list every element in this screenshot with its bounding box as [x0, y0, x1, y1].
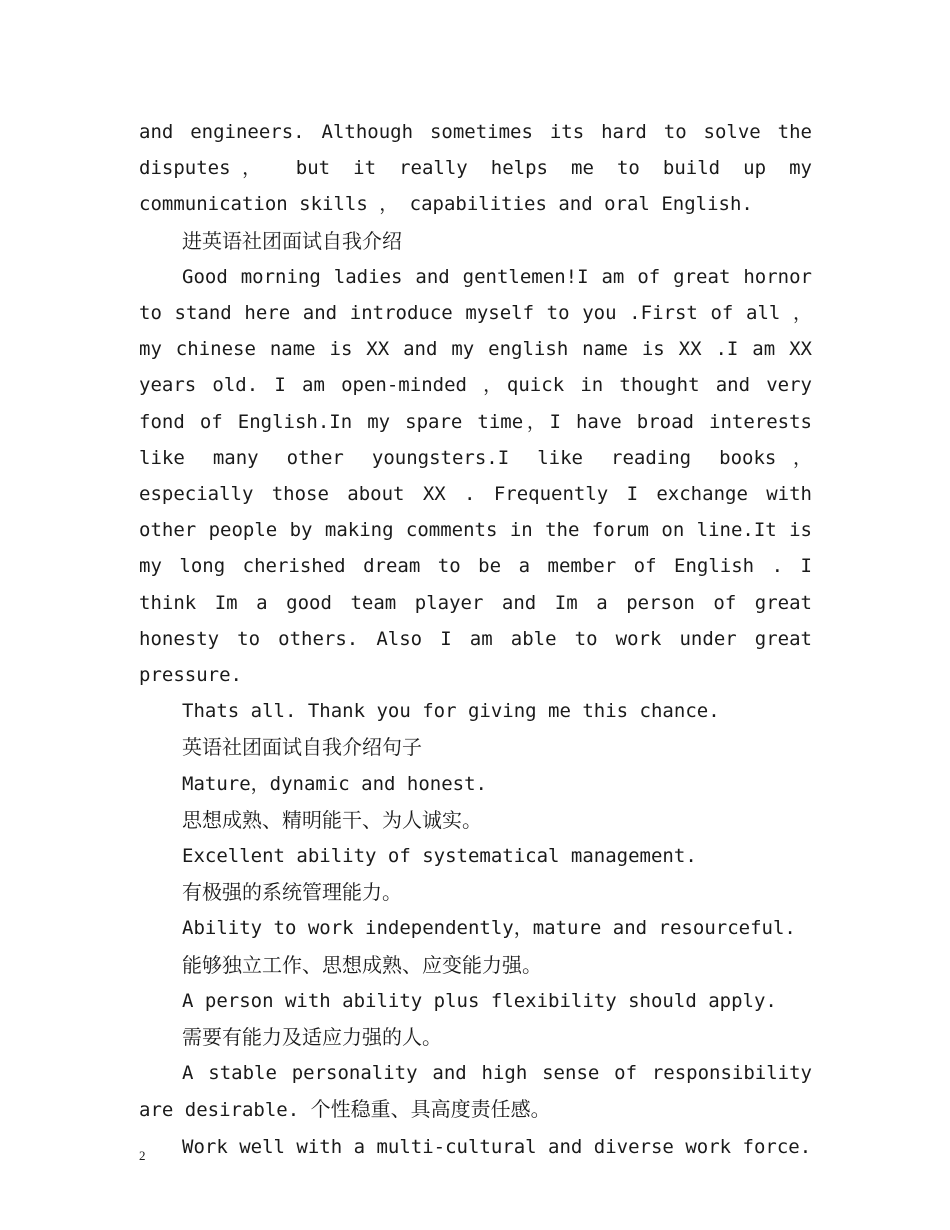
page-number: 2 — [139, 1148, 146, 1163]
sentence-english: A person with ability plus flexibility should apply. — [182, 989, 777, 1012]
stable-personality-sentence — [139, 1055, 812, 1128]
sentence-english: Ability to work independently，mature and resourceful. — [182, 917, 796, 940]
closing-line: Thats all. Thank you for giving me this chance. — [182, 700, 720, 723]
sentence-chinese: 个性稳重、具高度责任感。 — [310, 1097, 551, 1122]
sentence-english: Mature，dynamic and honest. — [182, 772, 487, 795]
sentence-chinese: 思想成熟、精明能干、为人诚实。 — [182, 807, 482, 832]
section-heading: 英语社团面试自我介绍句子 — [182, 735, 422, 760]
sentence-english: Excellent ability of systematical management. — [182, 845, 697, 868]
intro-paragraph: Good morning ladies and gentlemen!I am of great hornor to stand here and introduce myself to you .First of all ， my chinese name is XX and my english name is XX .I am XX years old. I am open-minded ，quick in thought and very fond of English.In my spare time，I have broad interests like many other youngsters.I like reading books， especially those about XX . Frequently I exchange with other people by making comments in the forum on line.It is my long cherished dream to be a member of English . I think Im a good team player and Im a person of great honesty to others. Also I am able to work under great pressure. — [139, 265, 812, 687]
document-body — [139, 114, 812, 1165]
sentence-chinese: 需要有能力及适应力强的人。 — [182, 1025, 442, 1050]
sentence-chinese: 能够独立工作、思想成熟、应变能力强。 — [182, 952, 542, 977]
sentence-chinese: 有极强的系统管理能力。 — [182, 880, 402, 905]
sentence-english: A stable personality and high sense of responsibility are desirable. — [139, 1062, 812, 1122]
last-line: Work well with a multi-cultural and diverse work force. — [182, 1135, 812, 1158]
section-heading: 进英语社团面试自我介绍 — [182, 228, 402, 253]
continuation-paragraph: and engineers. Although sometimes its hard to solve the disputes， but it really helps me to build up my communication skills ， capabilities and oral English. — [139, 121, 812, 216]
